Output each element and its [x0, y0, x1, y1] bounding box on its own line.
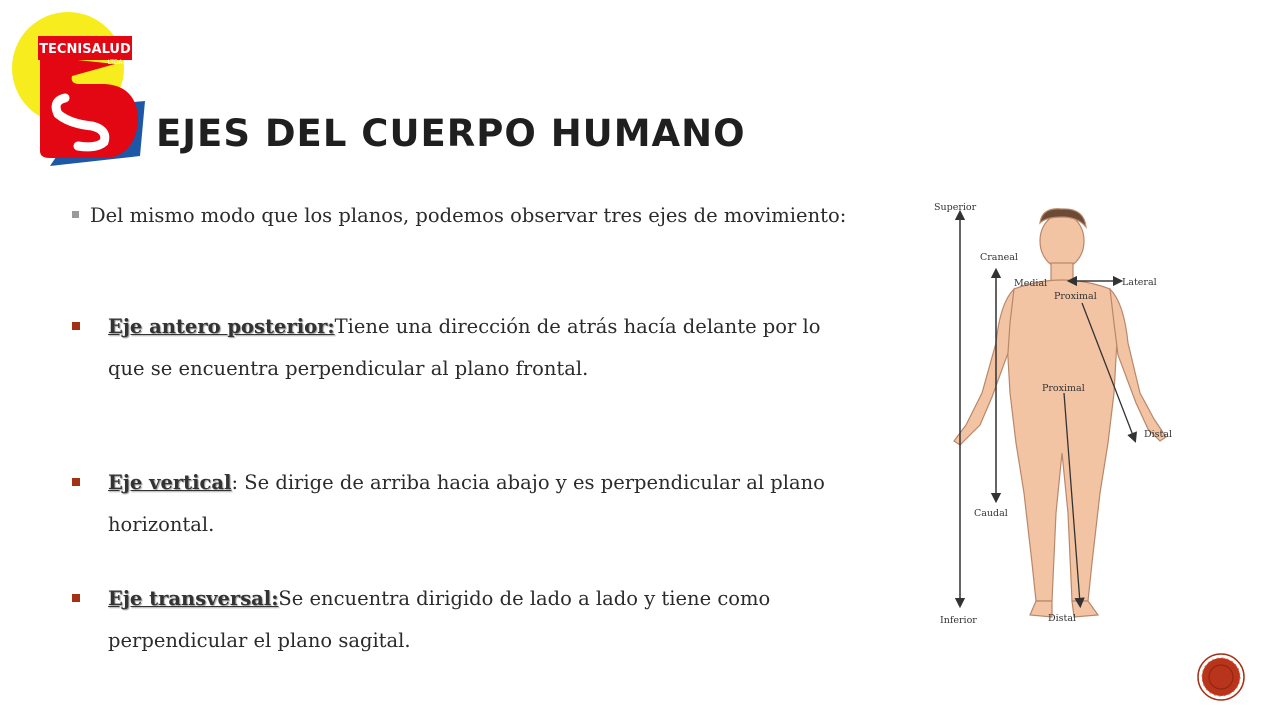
- logo-text: TECNISALUD: [39, 42, 131, 57]
- next-slide-button-icon[interactable]: [1197, 653, 1245, 701]
- bullet-marker: [72, 594, 80, 602]
- label-proximal-leg: Proximal: [1042, 383, 1085, 394]
- intro-paragraph: [72, 196, 872, 236]
- bullet-marker: [72, 322, 80, 330]
- label-lateral: Lateral: [1122, 277, 1157, 288]
- bullet-eje-transversal: [72, 578, 842, 662]
- bullet-marker: [72, 478, 80, 486]
- bullet-text: Se encuentra dirigido de lado a lado y tiene como perpendicular el plano sagital.: [108, 587, 771, 652]
- bullet-text: : Se dirige de arriba hacia abajo y es perpendicular al plano horizontal.: [108, 471, 825, 536]
- bullet-term: Eje vertical: [108, 471, 232, 494]
- label-caudal: Caudal: [974, 508, 1008, 519]
- label-inferior: Inferior: [940, 615, 977, 626]
- slide-title: EJES DEL CUERPO HUMANO: [156, 112, 746, 155]
- anatomy-figure: [922, 193, 1194, 633]
- label-proximal-arm: Proximal: [1054, 291, 1097, 302]
- bullet-term: Eje antero posterior:: [108, 315, 335, 338]
- label-superior: Superior: [934, 202, 977, 213]
- bullet-term: Eje transversal:: [108, 587, 279, 610]
- bullet-eje-antero-posterior: [72, 306, 858, 390]
- label-craneal: Craneal: [980, 252, 1018, 263]
- tecnisalud-logo: [10, 6, 145, 166]
- bullet-marker: [72, 211, 79, 218]
- label-distal-hand: Distal: [1144, 429, 1173, 440]
- label-medial: Medial: [1014, 278, 1048, 289]
- bullet-text: Tiene una dirección de atrás hacía delante por lo que se encuentra perpendicular al plano frontal.: [108, 315, 858, 380]
- logo-subtext: LTDA.: [107, 59, 125, 66]
- bullet-eje-vertical: [72, 462, 842, 546]
- intro-text: Del mismo modo que los planos, podemos observar tres ejes de movimiento:: [90, 204, 847, 227]
- label-distal-foot: Distal: [1048, 613, 1077, 624]
